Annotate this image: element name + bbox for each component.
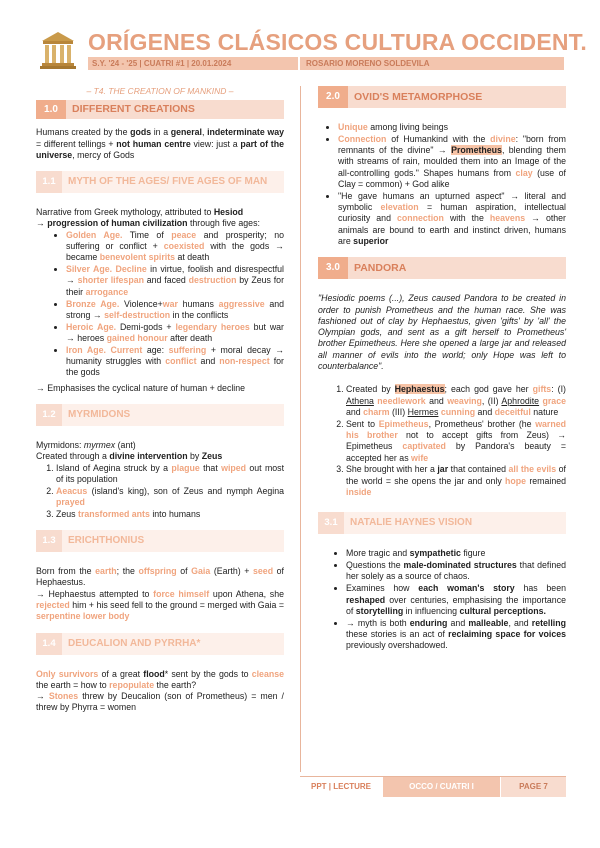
list-item: 3. She brought with her a jar that contained all the evils of the world = she opens the jar and only hope remained inside (346, 464, 566, 498)
list-item: • More tragic and sympathetic figure (346, 548, 566, 559)
paragraph-different-creations: Humans created by the gods in a general, indeterminate way = different tellings + not human centre view: just a part of the universe, mercy of Gods (36, 127, 284, 160)
page-number: PAGE 7 (501, 777, 566, 797)
page-footer (300, 777, 566, 797)
pandora-list (318, 384, 566, 498)
column-divider (300, 86, 301, 772)
list-item: 3. Zeus transformed ants into humans (56, 509, 284, 520)
page-title: ORÍGENES CLÁSICOS CULTURA OCCIDENT. (88, 29, 587, 55)
header-info-bar (88, 57, 564, 70)
section-number: 3.1 (318, 512, 344, 534)
section-number: 1.0 (36, 100, 66, 119)
section-title: MYTH OF THE AGES/ FIVE AGES OF MAN (62, 171, 284, 193)
paragraph-ages-outro: → Emphasises the cyclical nature of human + decline (36, 382, 246, 393)
page-header (0, 0, 600, 80)
section-title: OVID'S METAMORPHOSE (348, 86, 566, 108)
section-header-1-4 (36, 633, 284, 655)
section-number: 2.0 (318, 86, 348, 108)
section-title: DEUCALION AND PYRRHA* (62, 633, 284, 655)
section-title: ERICHTHONIUS (62, 530, 284, 552)
list-item: 1. Island of Aegina struck by a plague that wiped out most of its population (56, 463, 284, 486)
ages-list (36, 230, 284, 379)
author-name: ROSARIO MORENO SOLDEVILA (306, 59, 430, 68)
list-item: • Iron Age. Current age: suffering + moral decay → humanity struggles with conflict and non-respect for the gods (66, 345, 284, 379)
list-item: • Heroic Age. Demi-gods + legendary heroes but war → heroes gained honour after death (66, 322, 284, 345)
section-number: 3.0 (318, 257, 348, 279)
ovid-list (318, 122, 566, 247)
footer-label-course: OCCO / CUATRI I (383, 777, 500, 797)
section-header-2-0 (318, 86, 566, 108)
section-number: 1.3 (36, 530, 62, 552)
paragraph-ages-intro: Narrative from Greek mythology, attributed to Hesiod → progression of human civilization through five ages: (36, 207, 260, 229)
section-title: NATALIE HAYNES VISION (344, 512, 566, 534)
list-item: • Bronze Age. Violence+war humans aggressive and strong → self-destruction in the conflicts (66, 299, 284, 322)
list-item: • → myth is both enduring and malleable, and retelling these stories is an act of reclaiming space for voices previously overshadowed. (346, 618, 566, 652)
topic-title: – T4. THE CREATION OF MANKIND – (86, 86, 234, 96)
list-item: • Connection of Humankind with the divine: "born from remnants of the divine" → Prometheus, blending them with streams of rain, moulded them into an Image of the all-controlling gods." Shapes humans from clay (use of Clay = common) + God alike (338, 134, 566, 190)
section-header-1-3 (36, 530, 284, 552)
myrmidons-list (36, 463, 284, 520)
section-title: MYRMIDONS (62, 404, 284, 426)
paragraph-deucalion-2: → Stones threw by Deucalion (son of Prometheus) = men / threw by Phyrra = women (36, 691, 284, 713)
list-item: • "He gave humans an upturned aspect" → literal and symbolic elevation = human aspiration, intellectual curiosity and connection with the heavens → other animals are bound to earth and instinct driven, humans are superior (338, 191, 566, 247)
section-header-3-0 (318, 257, 566, 279)
section-title: PANDORA (348, 257, 566, 279)
section-number: 1.1 (36, 171, 62, 193)
list-item: • Examines how each woman's story has been reshaped over centuries, emphasising the importance of storytelling in influencing cultural perceptions. (346, 583, 566, 617)
haynes-list (318, 548, 566, 651)
paragraph-erichthonius-2: → Hephaestus attempted to force himself upon Athena, she rejected him + his seed fell to the ground = merged with Gaia = serpentine lower body (36, 588, 284, 622)
paragraph-deucalion-1: Only survivors of a great flood* sent by the gods to cleanse the earth = how to repopulate the earth? (36, 668, 284, 690)
section-header-3-1 (318, 512, 566, 534)
section-number: 1.4 (36, 633, 62, 655)
header-separator (298, 57, 300, 70)
section-header-1-0 (36, 100, 284, 119)
list-item: 1. Created by Hephaestus; each god gave her gifts: (I) Athena needlework and weaving, (II) Aphrodite grace and charm (III) Hermes cunning and deceitful nature (346, 384, 566, 418)
list-item: • Silver Age. Decline in virtue, foolish and disrespectful → shorter lifespan and faced destruction by Zeus for their arrogance (66, 264, 284, 298)
list-item: • Golden Age. Time of peace and prosperity; no suffering or conflict + coexisted with the gods → became benevolent spirits at death (66, 230, 284, 264)
list-item: • Unique among living beings (338, 122, 566, 133)
list-item: 2. Aeacus (island's king), son of Zeus and nymph Aegina prayed (56, 486, 284, 509)
pandora-quote: "Hesiodic poems (...), Zeus caused Pandora to be created in order to punish Prometheus and the human race. She was fashioned out of clay by Hephaestus, given 'gifts' by 'all' the Olympian gods, and sent as a gift herself to Prometheus' brother Epimetheus. Here she opened a large jar and released all manner of evils into the world; only Hope was left to counterbalance". (318, 293, 566, 372)
paragraph-myrmidons: Myrmidons: myrmex (ant) Created through a divine intervention by Zeus (36, 439, 223, 462)
temple-icon (40, 30, 76, 70)
footer-label-lecture: PPT | LECTURE (300, 777, 382, 797)
section-number: 1.2 (36, 404, 62, 426)
left-column (36, 86, 284, 720)
course-info: S.Y. '24 - '25 | CUATRI #1 | 20.01.2024 (92, 59, 232, 68)
section-header-1-1 (36, 171, 284, 193)
section-header-1-2 (36, 404, 284, 426)
section-title: DIFFERENT CREATIONS (66, 100, 284, 119)
list-item: 2. Sent to Epimetheus, Prometheus' brother (he warned his brother not to accept gifts from Zeus) → Epimetheus captivated by Pandora's beauty = accepted her as wife (346, 419, 566, 464)
right-column (318, 86, 566, 655)
paragraph-erichthonius-1: Born from the earth; the offspring of Gaia (Earth) + seed of Hephaestus. (36, 566, 284, 588)
list-item: • Questions the male-dominated structures that defined her solely as a source of chaos. (346, 560, 566, 583)
